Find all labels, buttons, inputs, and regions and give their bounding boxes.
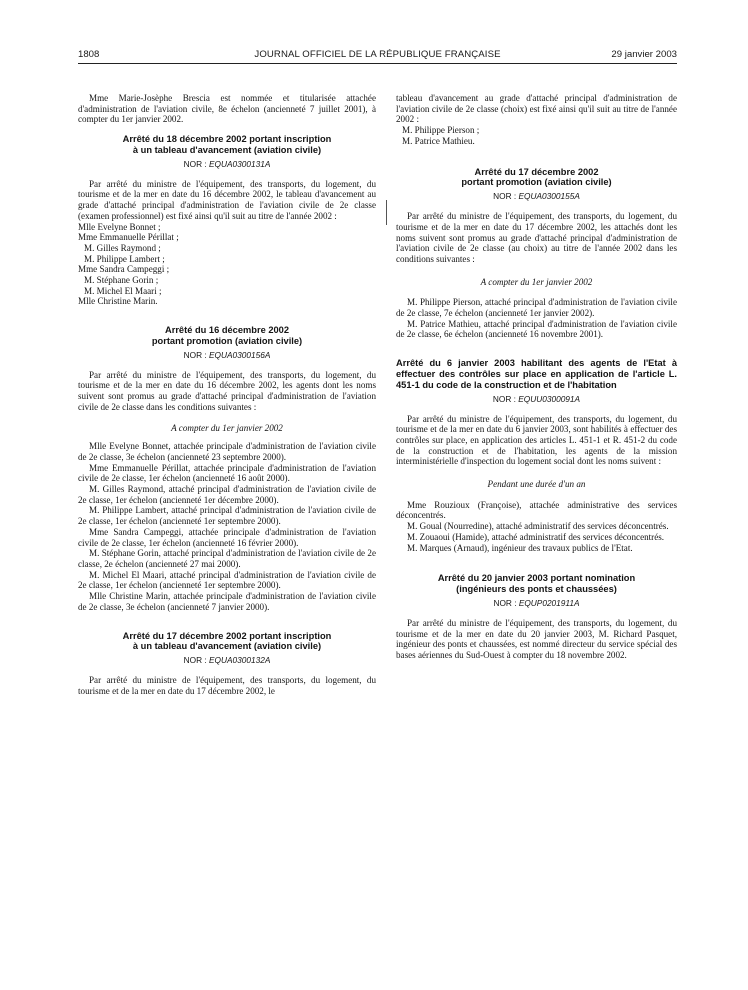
intro-paragraph: Mme Marie-Josèphe Brescia est nommée et titularisée attachée d'administration de l'aviation civile, 8e échelon (ancienneté 7 juillet 2001), à compter du 1er janvier 2002. (78, 93, 376, 125)
decree-title (396, 167, 677, 189)
list-item: M. Michel El Maari ; (84, 285, 162, 296)
nor-code: EQUA0300132A (209, 655, 271, 666)
nor-code: EQUP0201911A (518, 597, 580, 608)
journal-title: JOURNAL OFFICIEL DE LA RÉPUBLIQUE FRANÇAISE (254, 49, 501, 60)
decree-body: Par arrêté du ministre de l'équipement, des transports, du logement, du tourisme et de la mer en date du 17 décembre 2002, le (78, 675, 376, 696)
page-header (78, 49, 677, 63)
decree-title (78, 134, 376, 156)
decree-body: Par arrêté du ministre de l'équipement, des transports, du logement, du tourisme et de la mer en date du 20 janvier 2003, M. Richard Pasquet, ingénieur des ponts et chaussées, est nommé directeur du service spécial des bases aériennes du Sud-Ouest à compter du 18 novembre 2002. (396, 617, 677, 660)
names-list (78, 222, 376, 308)
decree-20-jan-2003 (396, 573, 677, 660)
list-item: M. Philippe Lambert, attaché principal d'administration de l'aviation civile de 2e classe, 1er échelon (ancienneté 1er septembre 2000). (78, 505, 376, 527)
list-item: M. Patrice Mathieu. (402, 135, 475, 146)
decree-title-line-2: à un tableau d'avancement (aviation civile) (132, 144, 322, 155)
decree-title (78, 325, 376, 347)
list-item: M. Gilles Raymond, attaché principal d'administration de l'aviation civile de 2e classe, 1er échelon (ancienneté 1er décembre 2000). (78, 484, 376, 505)
list-item: Mme Emmanuelle Périllat ; (78, 232, 179, 243)
list-item: M. Michel El Maari, attaché principal d'administration de l'aviation civile de 2e classe, 1er échelon (ancienneté 1er septembre 2000). (78, 569, 376, 591)
nor-prefix: NOR : (493, 191, 519, 202)
nor-prefix: NOR : (492, 393, 519, 404)
nor-prefix: NOR : (183, 655, 209, 666)
nor-code: EQUA0300156A (209, 349, 271, 360)
decree-title-line-2: (ingénieurs des ponts et chaussées) (456, 584, 617, 595)
decree-16-dec-2002 (78, 325, 376, 612)
list-item: Mlle Evelyne Bonnet ; (78, 221, 161, 232)
decree-title-line-1: Arrêté du 17 décembre 2002 portant inscription (122, 630, 332, 641)
list-item: Mme Rouzioux (Françoise), attachée administrative des services déconcentrés. (396, 499, 677, 521)
list-item: M. Philippe Pierson, attaché principal d'administration de l'aviation civile de 2e classe, 7e échelon (ancienneté 1er janvier 2002). (396, 297, 677, 319)
decree-body: Par arrêté du ministre de l'équipement, des transports, du logement, du tourisme et de la mer en date du 16 décembre 2002, les agents dont les noms suivent sont promus au grade d'attaché principal d'administration de l'aviation civile de 2e classe dans les conditions suivantes : (78, 369, 376, 412)
decree-title-line-2: portant promotion (aviation civile) (151, 335, 303, 346)
decree-17-dec-2002-promotion (396, 167, 677, 341)
decree-title (78, 631, 376, 653)
decree-title (396, 573, 677, 595)
list-item: Mme Sandra Campeggi, attachée principale d'administration de l'aviation civile de 2e classe, 1er échelon (ancienneté 16 février 2000). (78, 526, 376, 548)
decree-body: Par arrêté du ministre de l'équipement, des transports, du logement, du tourisme et de la mer en date du 17 décembre 2002, les attachés dont les noms suivent sont promus au grade d'attaché principal d'administration de l'aviation civile de 2e classe (au choix) au titre de l'année 2002 dans les conditions suivantes : (396, 211, 677, 264)
nor-reference (396, 394, 677, 404)
decree-title-line-1: Arrêté du 18 décembre 2002 portant inscription (122, 134, 332, 145)
nor-reference (78, 655, 376, 665)
list-item: M. Marques (Arnaud), ingénieur des travaux publics de l'Etat. (407, 542, 633, 553)
decree-6-jan-2003 (396, 358, 677, 553)
left-column (78, 93, 376, 697)
nor-reference (78, 350, 376, 360)
continued-paragraph: tableau d'avancement au grade d'attaché principal d'administration de l'aviation civile de 2e classe (choix) est fixé ainsi qu'il suit au titre de l'année 2002 : (396, 93, 677, 125)
list-item: M. Zouaoui (Hamide), attaché administratif des services déconcentrés. (407, 531, 665, 542)
list-item: M. Stéphane Gorin ; (84, 275, 159, 286)
nor-reference (78, 159, 376, 169)
list-item: M. Goual (Nourredine), attaché administratif des services déconcentrés. (407, 521, 669, 532)
decree-title-line-2: portant promotion (aviation civile) (461, 177, 612, 188)
header-rule (78, 63, 677, 64)
list-item: M. Patrice Mathieu, attaché principal d'administration de l'aviation civile de 2e classe, 6e échelon (ancienneté 16 novembre 2001). (396, 318, 677, 340)
effective-date: A compter du 1er janvier 2002 (171, 422, 283, 433)
list-item: M. Philippe Pierson ; (402, 125, 480, 136)
list-item: M. Stéphane Gorin, attaché principal d'administration de l'aviation civile de 2e classe, 2e échelon (ancienneté 27 mai 2000). (78, 548, 376, 569)
decree-title-line-1: Arrêté du 16 décembre 2002 (164, 325, 290, 336)
nor-code: EQUA0300131A (209, 158, 271, 169)
list-item: Mlle Christine Marin, attachée principale d'administration de l'aviation civile de 2e classe, 3e échelon (ancienneté 7 janvier 2000). (78, 591, 376, 612)
right-column (396, 93, 677, 661)
list-item: Mme Emmanuelle Périllat, attachée principale d'administration de l'aviation civile de 2e classe, 1er échelon (ancienneté 16 août 2000). (78, 462, 376, 484)
column-separator (386, 200, 387, 225)
list-item: Mlle Evelyne Bonnet, attachée principale d'administration de l'aviation civile de 2e classe, 3e échelon (ancienneté 23 septembre 2000). (78, 441, 376, 462)
decree-title-line-1: Arrêté du 20 janvier 2003 portant nomination (437, 573, 636, 584)
decree-title-line-1: Arrêté du 17 décembre 2002 (474, 166, 599, 177)
duration-heading: Pendant une durée d'un an (487, 479, 586, 490)
list-item: Mme Sandra Campeggi ; (78, 264, 170, 275)
list-item: M. Gilles Raymond ; (84, 242, 161, 253)
issue-date: 29 janvier 2003 (611, 49, 677, 60)
nor-code: EQUU0300091A (518, 393, 581, 404)
decree-title-line-2: à un tableau d'avancement (aviation civile) (132, 641, 322, 652)
nor-prefix: NOR : (493, 597, 519, 608)
nor-reference (396, 191, 677, 201)
effective-date: A compter du 1er janvier 2002 (480, 276, 593, 287)
decree-body: Par arrêté du ministre de l'équipement, des transports, du logement, du tourisme et de la mer en date du 16 décembre 2002, le tableau d'avancement au grade d'attaché principal d'administration de l'aviation civile de 2e classe (examen professionnel) est fixé ainsi qu'il suit au titre de l'année 2002 : (78, 178, 376, 221)
list-item: Mlle Christine Marin. (78, 296, 158, 307)
nor-reference (396, 598, 677, 608)
nor-prefix: NOR : (183, 158, 209, 169)
nor-prefix: NOR : (183, 349, 209, 360)
list-item: M. Philippe Lambert ; (84, 253, 165, 264)
page-number: 1808 (78, 49, 100, 60)
decree-18-dec-2002 (78, 134, 376, 307)
decree-body: Par arrêté du ministre de l'équipement, des transports, du logement, du tourisme et de la mer en date du 6 janvier 2003, sont habilités à effectuer des contrôles sur place, en application des articles L. 451-1 et R. 451-2 du code de la construction et de l'habitation, les agents de la mission interministérielle d'inspection du logement social dont les noms suivent : (396, 413, 677, 467)
decree-title: Arrêté du 6 janvier 2003 habilitant des agents de l'Etat à effectuer des contrôles sur place en application de l'article L. 451-1 du code de la construction et de l'habitation (396, 358, 677, 390)
decree-17-dec-2002-inscription (78, 631, 376, 697)
nor-code: EQUA0300155A (518, 191, 580, 202)
